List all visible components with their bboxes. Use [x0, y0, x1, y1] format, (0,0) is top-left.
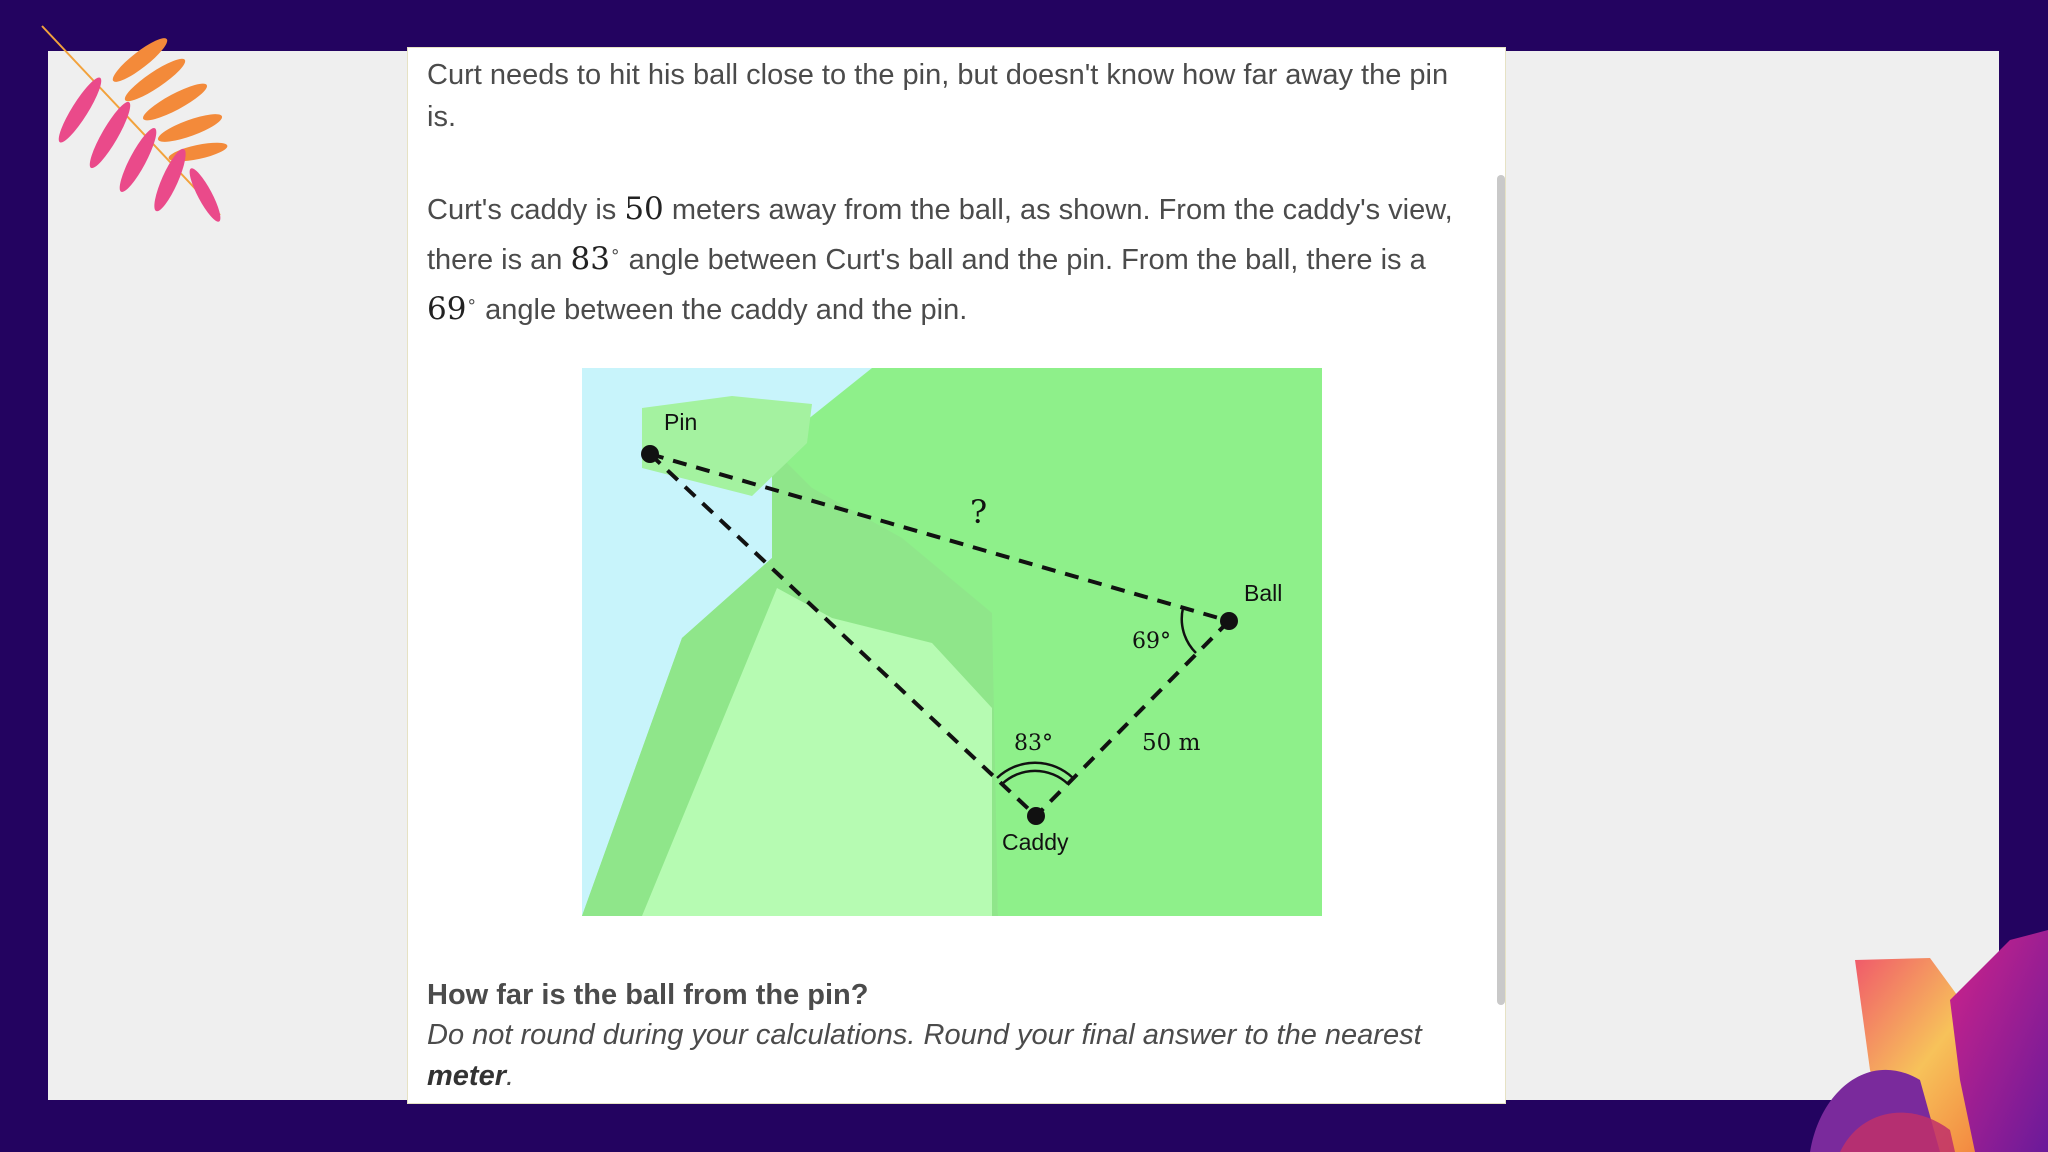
instruction-emphasis: meter	[427, 1060, 506, 1092]
degree-symbol: ∘	[609, 242, 621, 261]
ball-angle-value: 69	[427, 291, 467, 327]
degree-symbol: ∘	[466, 292, 478, 311]
leaf-decoration-icon	[30, 20, 240, 230]
caddy-label: Caddy	[1002, 829, 1069, 855]
pin-point	[641, 445, 659, 463]
golf-course-diagram	[582, 368, 1322, 916]
caddy-angle-value: 83	[570, 241, 610, 277]
ball-angle-label: 69°	[1132, 629, 1171, 654]
tropical-leaves-icon	[1800, 930, 2048, 1152]
side-length-label: 50 m	[1142, 730, 1201, 756]
unknown-distance-label: ?	[970, 493, 988, 531]
given-text-1: Curt's caddy is	[427, 194, 625, 226]
given-text-4: angle between the caddy and the pin.	[477, 294, 968, 326]
instruction-body: Do not round during your calculations. Round your final answer to the nearest	[427, 1019, 1422, 1051]
problem-intro: Curt needs to hit his ball close to the pin, but doesn't know how far away the pin is.	[427, 59, 1449, 133]
given-text-3: angle between Curt's ball and the pin. From the ball, there is a	[620, 244, 1426, 276]
given-text-2: meters away from the ball, as shown. From the caddy's view, there is an	[427, 194, 1453, 276]
caddy-angle-label: 83°	[1014, 731, 1053, 756]
ball-label: Ball	[1244, 580, 1283, 606]
ball-point	[1220, 612, 1238, 630]
problem-given	[427, 188, 1477, 331]
pin-label: Pin	[664, 409, 698, 435]
scrollbar[interactable]	[1497, 175, 1505, 1005]
instruction-text	[427, 1015, 1477, 1097]
caddy-point	[1027, 807, 1045, 825]
instruction-end: .	[506, 1060, 515, 1092]
distance-value: 50	[624, 191, 664, 227]
question-text: How far is the ball from the pin?	[427, 979, 869, 1011]
